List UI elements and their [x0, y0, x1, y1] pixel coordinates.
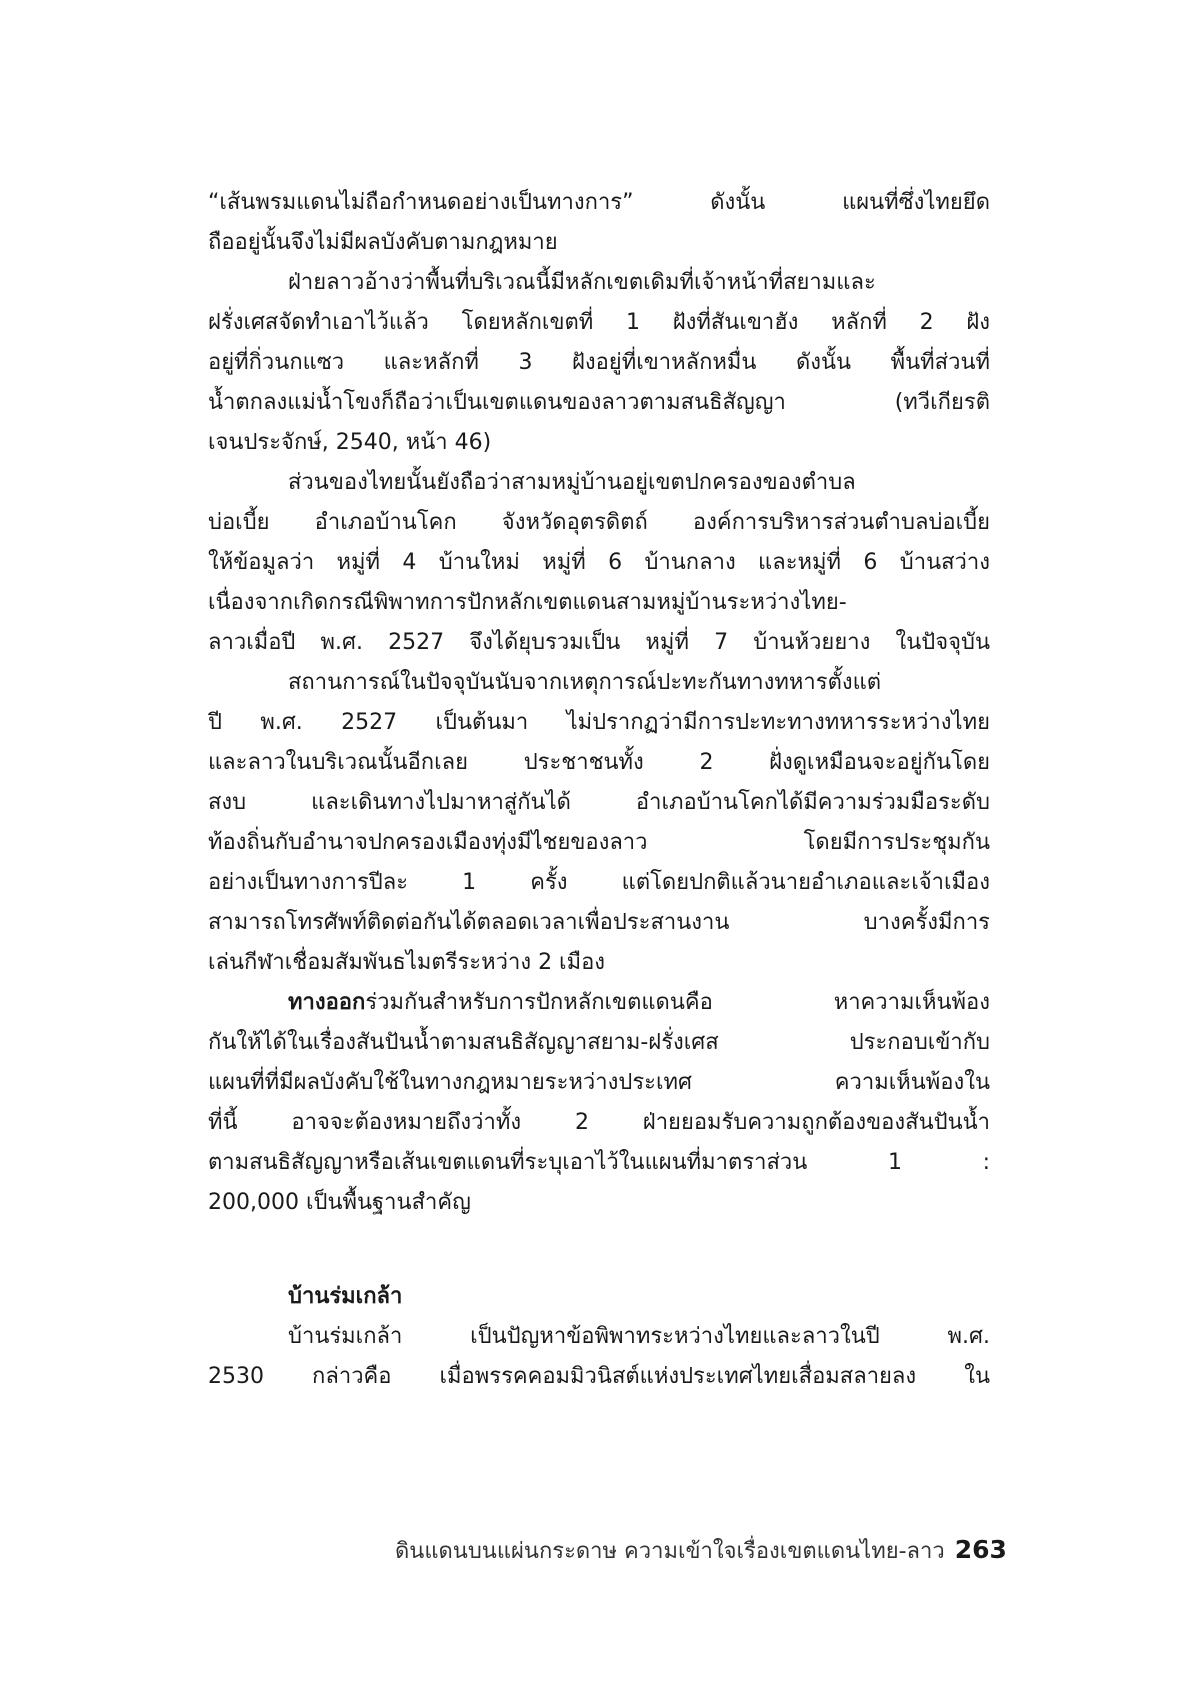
text-line: ที่นี้ อาจจะต้องหมายถึงว่าทั้ง 2 ฝ่ายยอมรับความถูกต้องของสันปันน้ำ [208, 1110, 990, 1135]
text-line: ปี พ.ศ. 2527 เป็นต้นมา ไม่ปรากฏว่ามีการปะทะทางทหารระหว่างไทย [208, 710, 990, 735]
text-line: สถานการณ์ในปัจจุบันนับจากเหตุการณ์ปะทะกันทางทหารตั้งแต่ [288, 670, 882, 695]
text-line: ฝ่ายลาวอ้างว่าพื้นที่บริเวณนี้มีหลักเขตเดิมที่เจ้าหน้าที่สยามและ [288, 270, 876, 295]
page-number: 263 [954, 1535, 1007, 1564]
bold-lead-word: ทางออก [288, 990, 366, 1015]
text-line: ส่วนของไทยนั้นยังถือว่าสามหมู่บ้านอยู่เขตปกครองของตำบล [288, 470, 856, 495]
text-line: 2530 กล่าวคือ เมื่อพรรคคอมมิวนิสต์แห่งประเทศไทยเสื่อมสลายลง ใน [208, 1364, 990, 1389]
text-line: ถืออยู่นั้นจึงไม่มีผลบังคับตามกฎหมาย [208, 230, 558, 255]
paragraph-3 [208, 463, 990, 663]
text-line: บ้านร่มเกล้า เป็นปัญหาข้อพิพาทระหว่างไทยและลาวในปี พ.ศ. [288, 1324, 990, 1349]
text-line: ลาวเมื่อปี พ.ศ. 2527 จึงได้ยุบรวมเป็น หมู่ที่ 7 บ้านห้วยยาง ในปัจจุบัน [208, 630, 990, 655]
running-title: ดินแดนบนแผ่นกระดาษ ความเข้าใจเรื่องเขตแดนไทย-ลาว [395, 1539, 945, 1564]
text-line: อย่างเป็นทางการปีละ 1 ครั้ง แต่โดยปกติแล้วนายอำเภอและเจ้าเมือง [208, 870, 990, 895]
text-run: ร่วมกันสำหรับการปักหลักเขตแดนคือ หาความเห็นพ้อง [365, 990, 990, 1015]
text-line: เล่นกีฬาเชื่อมสัมพันธไมตรีระหว่าง 2 เมือง [208, 950, 606, 975]
paragraph-5 [208, 983, 990, 1223]
text-line: ตามสนธิสัญญาหรือเส้นเขตแดนที่ระบุเอาไว้ในแผนที่มาตราส่วน 1 : [208, 1150, 990, 1175]
text-line: และลาวในบริเวณนั้นอีกเลย ประชาชนทั้ง 2 ฝั่งดูเหมือนจะอยู่กันโดย [208, 750, 990, 775]
page-footer [395, 1530, 1007, 1570]
text-line: น้ำตกลงแม่น้ำโขงก็ถือว่าเป็นเขตแดนของลาวตามสนธิสัญญา (ทวีเกียรติ [208, 390, 990, 415]
text-line: เจนประจักษ์, 2540, หน้า 46) [208, 430, 492, 455]
paragraph-4 [208, 663, 990, 983]
paragraph-1 [208, 183, 990, 263]
paragraph-6 [208, 1317, 990, 1397]
text-line [208, 983, 990, 1023]
body-text [208, 183, 990, 1397]
text-line: เนื่องจากเกิดกรณีพิพาทการปักหลักเขตแดนสามหมู่บ้านระหว่างไทย- [208, 590, 847, 615]
text-line: 200,000 เป็นพื้นฐานสำคัญ [208, 1190, 471, 1215]
section-heading: บ้านร่มเกล้า [288, 1284, 403, 1309]
text-line: อยู่ที่กิ่วนกแซว และหลักที่ 3 ฝังอยู่ที่เขาหลักหมื่น ดังนั้น พื้นที่ส่วนที่ [208, 350, 990, 375]
section-spacer [208, 1223, 990, 1277]
text-line: ท้องถิ่นกับอำนาจปกครองเมืองทุ่งมีไชยของลาว โดยมีการประชุมกัน [208, 830, 990, 855]
text-line: ฝรั่งเศสจัดทำเอาไว้แล้ว โดยหลักเขตที่ 1 ฝังที่สันเขาฮัง หลักที่ 2 ฝัง [208, 310, 990, 335]
text-line: บ่อเบี้ย อำเภอบ้านโคก จังหวัดอุตรดิตถ์ องค์การบริหารส่วนตำบลบ่อเบี้ย [208, 510, 990, 535]
text-line: สงบ และเดินทางไปมาหาสู่กันได้ อำเภอบ้านโคกได้มีความร่วมมือระดับ [208, 790, 990, 815]
text-line: สามารถโทรศัพท์ติดต่อกันได้ตลอดเวลาเพื่อประสานงาน บางครั้งมีการ [208, 910, 990, 935]
text-line: แผนที่ที่มีผลบังคับใช้ในทางกฎหมายระหว่างประเทศ ความเห็นพ้องใน [208, 1070, 990, 1095]
text-line: กันให้ได้ในเรื่องสันปันน้ำตามสนธิสัญญาสยาม-ฝรั่งเศส ประกอบเข้ากับ [208, 1030, 990, 1055]
text-line: “เส้นพรมแดนไม่ถือกำหนดอย่างเป็นทางการ” ดังนั้น แผนที่ซึ่งไทยยึด [208, 190, 990, 215]
text-line: ให้ข้อมูลว่า หมู่ที่ 4 บ้านใหม่ หมู่ที่ 6 บ้านกลาง และหมู่ที่ 6 บ้านสว่าง [208, 550, 990, 575]
paragraph-2 [208, 263, 990, 463]
